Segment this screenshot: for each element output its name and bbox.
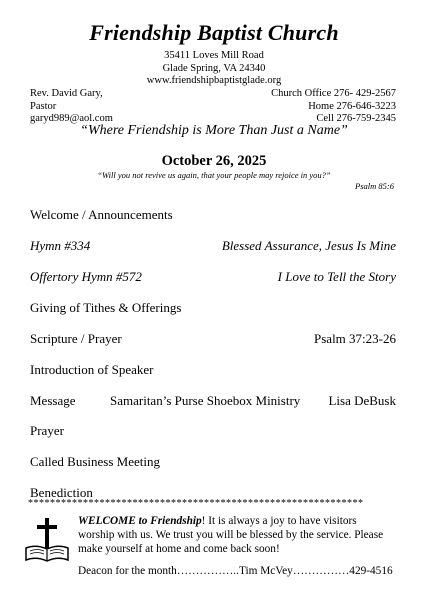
benediction: Benediction [30, 485, 93, 500]
welcome-rest: ! It is always a joy to have visitors [201, 515, 357, 527]
welcome-bold: WELCOME to Friendship [78, 515, 202, 527]
welcome-announcements: Welcome / Announcements [30, 207, 173, 222]
scripture-reference: Psalm 37:23-26 [314, 331, 396, 346]
tithes-offerings: Giving of Tithes & Offerings [30, 300, 182, 315]
website: www.friendshipbaptistglade.org [146, 75, 282, 86]
message-speaker: Lisa DeBusk [328, 393, 396, 408]
called-business-meeting: Called Business Meeting [30, 454, 160, 469]
pastor-title: Pastor [30, 101, 57, 112]
church-office-phone: Church Office 276- 429-2567 [271, 88, 396, 99]
divider: ************************************************************* [28, 498, 364, 509]
hymn-title: Blessed Assurance, Jesus Is Mine [221, 238, 396, 253]
bible-cross-icon [22, 516, 72, 566]
welcome-line2: worship with us. We trust you will be blessed by the service. Please [78, 529, 384, 541]
welcome-line1 [78, 515, 408, 527]
verse-reference: Psalm 85:6 [355, 181, 394, 191]
message-title: Samaritan’s Purse Shoebox Ministry [110, 393, 301, 408]
home-phone: Home 276-646-3223 [308, 101, 396, 112]
verse-text: “Will you not revive us again, that your people may rejoice in you?” [97, 170, 331, 180]
scripture-prayer: Scripture / Prayer [30, 331, 122, 346]
deacon-of-month: Deacon for the month……………..Tim McVey……………429-4516 [78, 565, 393, 577]
introduction-of-speaker: Introduction of Speaker [30, 362, 154, 377]
pastor-email: garyd989@aol.com [30, 113, 113, 124]
slogan: “Where Friendship is More Than Just a Name” [80, 123, 348, 138]
address-line1: 35411 Loves Mill Road [164, 50, 264, 61]
church-name: Friendship Baptist Church [89, 20, 339, 45]
welcome-line3: make yourself at home and come back soon! [78, 543, 280, 555]
service-date: October 26, 2025 [161, 153, 267, 169]
prayer: Prayer [30, 423, 64, 438]
message-label: Message [30, 393, 76, 408]
offertory-title: I Love to Tell the Story [277, 269, 396, 284]
pastor-name: Rev. David Gary, [30, 88, 103, 99]
address-line2: Glade Spring, VA 24340 [162, 63, 266, 74]
hymn-label: Hymn #334 [30, 238, 91, 253]
cell-phone: Cell 276-759-2345 [316, 113, 396, 124]
offertory-label: Offertory Hymn #572 [30, 269, 142, 284]
